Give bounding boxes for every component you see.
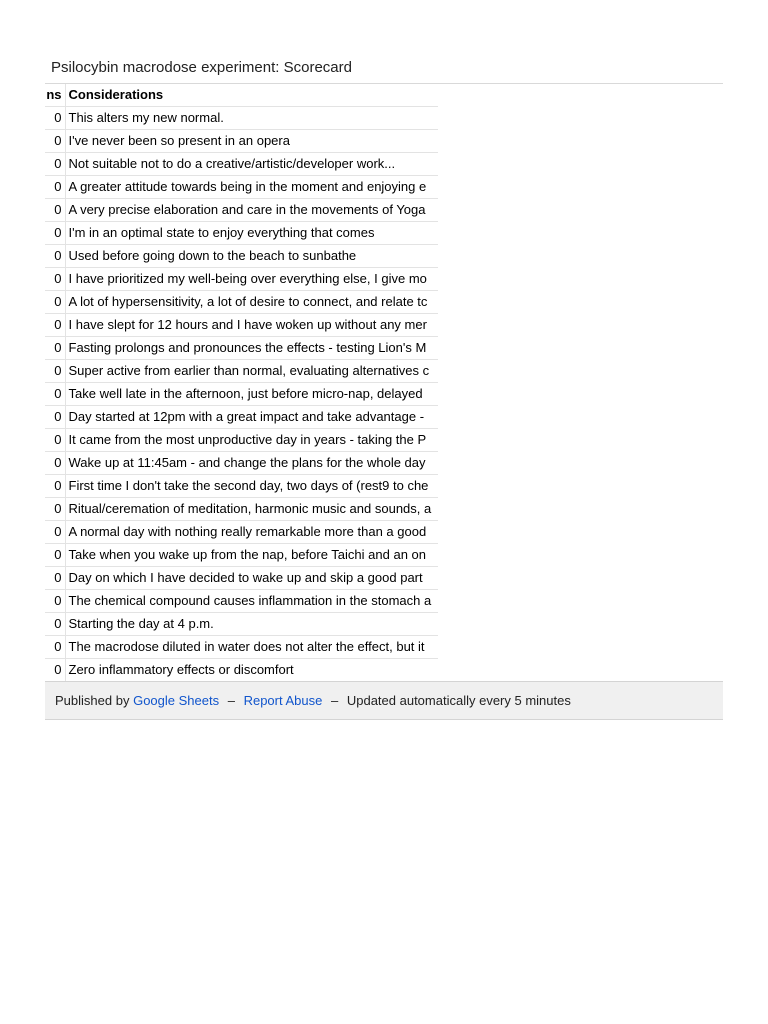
table-row: [45, 613, 438, 636]
sheet-table: [45, 84, 438, 681]
table-row: [45, 590, 438, 613]
table-row: [45, 291, 438, 314]
cell-ns[interactable]: 0: [45, 199, 65, 222]
cell-ns[interactable]: 0: [45, 360, 65, 383]
table-row: [45, 567, 438, 590]
header-row: [45, 84, 438, 107]
publish-footer: [45, 681, 723, 720]
cell-consideration[interactable]: Ritual/ceremation of meditation, harmonic music and sounds, a: [65, 498, 438, 521]
cell-ns[interactable]: 0: [45, 636, 65, 659]
table-row: [45, 544, 438, 567]
cell-ns[interactable]: 0: [45, 567, 65, 590]
cell-consideration[interactable]: A lot of hypersensitivity, a lot of desire to connect, and relate tc: [65, 291, 438, 314]
table-row: [45, 245, 438, 268]
cell-ns[interactable]: 0: [45, 659, 65, 682]
cell-ns[interactable]: 0: [45, 475, 65, 498]
cell-consideration[interactable]: First time I don't take the second day, two days of (rest9 to che: [65, 475, 438, 498]
sheet-grid[interactable]: [45, 84, 438, 681]
cell-consideration[interactable]: Not suitable not to do a creative/artistic/developer work...: [65, 153, 438, 176]
cell-consideration[interactable]: Fasting prolongs and pronounces the effects - testing Lion's M: [65, 337, 438, 360]
cell-consideration[interactable]: Take when you wake up from the nap, before Taichi and an on: [65, 544, 438, 567]
table-row: [45, 498, 438, 521]
table-row: [45, 360, 438, 383]
cell-consideration[interactable]: Super active from earlier than normal, evaluating alternatives c: [65, 360, 438, 383]
cell-ns[interactable]: 0: [45, 498, 65, 521]
cell-consideration[interactable]: A normal day with nothing really remarkable more than a good: [65, 521, 438, 544]
cell-ns[interactable]: 0: [45, 314, 65, 337]
column-header-ns: ns: [45, 84, 65, 107]
cell-consideration[interactable]: The chemical compound causes inflammation in the stomach a: [65, 590, 438, 613]
table-row: [45, 268, 438, 291]
cell-consideration[interactable]: Day started at 12pm with a great impact and take advantage -: [65, 406, 438, 429]
cell-consideration[interactable]: Starting the day at 4 p.m.: [65, 613, 438, 636]
table-row: [45, 521, 438, 544]
table-row: [45, 222, 438, 245]
table-row: [45, 130, 438, 153]
cell-consideration[interactable]: It came from the most unproductive day in years - taking the P: [65, 429, 438, 452]
cell-consideration[interactable]: I have slept for 12 hours and I have woken up without any mer: [65, 314, 438, 337]
column-header-considerations: Considerations: [65, 84, 438, 107]
cell-ns[interactable]: 0: [45, 452, 65, 475]
cell-consideration[interactable]: Day on which I have decided to wake up and skip a good part: [65, 567, 438, 590]
cell-ns[interactable]: 0: [45, 429, 65, 452]
cell-consideration[interactable]: This alters my new normal.: [65, 107, 438, 130]
table-row: [45, 383, 438, 406]
table-row: [45, 475, 438, 498]
cell-consideration[interactable]: Wake up at 11:45am - and change the plans for the whole day: [65, 452, 438, 475]
cell-ns[interactable]: 0: [45, 291, 65, 314]
table-row: [45, 659, 438, 682]
cell-consideration[interactable]: I have prioritized my well-being over everything else, I give mo: [65, 268, 438, 291]
cell-ns[interactable]: 0: [45, 521, 65, 544]
cell-consideration[interactable]: The macrodose diluted in water does not alter the effect, but it: [65, 636, 438, 659]
table-row: [45, 107, 438, 130]
table-row: [45, 314, 438, 337]
cell-ns[interactable]: 0: [45, 613, 65, 636]
cell-consideration[interactable]: A greater attitude towards being in the moment and enjoying e: [65, 176, 438, 199]
table-row: [45, 337, 438, 360]
cell-consideration[interactable]: Used before going down to the beach to sunbathe: [65, 245, 438, 268]
cell-consideration[interactable]: Take well late in the afternoon, just before micro-nap, delayed: [65, 383, 438, 406]
table-row: [45, 406, 438, 429]
published-by-text: Published by: [55, 693, 130, 708]
update-notice: Updated automatically every 5 minutes: [346, 693, 571, 708]
cell-ns[interactable]: 0: [45, 130, 65, 153]
cell-ns[interactable]: 0: [45, 153, 65, 176]
table-row: [45, 452, 438, 475]
footer-separator: –: [330, 693, 339, 708]
google-sheets-link[interactable]: Google Sheets: [133, 693, 220, 708]
cell-ns[interactable]: 0: [45, 544, 65, 567]
report-abuse-link[interactable]: Report Abuse: [243, 693, 323, 708]
table-row: [45, 429, 438, 452]
cell-ns[interactable]: 0: [45, 176, 65, 199]
cell-consideration[interactable]: A very precise elaboration and care in the movements of Yoga: [65, 199, 438, 222]
cell-consideration[interactable]: I've never been so present in an opera: [65, 130, 438, 153]
cell-consideration[interactable]: Zero inflammatory effects or discomfort: [65, 659, 438, 682]
cell-ns[interactable]: 0: [45, 268, 65, 291]
footer-separator: –: [227, 693, 235, 708]
cell-ns[interactable]: 0: [45, 383, 65, 406]
cell-ns[interactable]: 0: [45, 590, 65, 613]
document-title: Psilocybin macrodose experiment: Scorecard: [51, 59, 352, 76]
cell-ns[interactable]: 0: [45, 406, 65, 429]
cell-ns[interactable]: 0: [45, 245, 65, 268]
cell-ns[interactable]: 0: [45, 337, 65, 360]
table-row: [45, 636, 438, 659]
cell-ns[interactable]: 0: [45, 222, 65, 245]
table-row: [45, 199, 438, 222]
sheet-body: [45, 107, 438, 682]
table-row: [45, 153, 438, 176]
cell-consideration[interactable]: I'm in an optimal state to enjoy everything that comes: [65, 222, 438, 245]
table-row: [45, 176, 438, 199]
cell-ns[interactable]: 0: [45, 107, 65, 130]
